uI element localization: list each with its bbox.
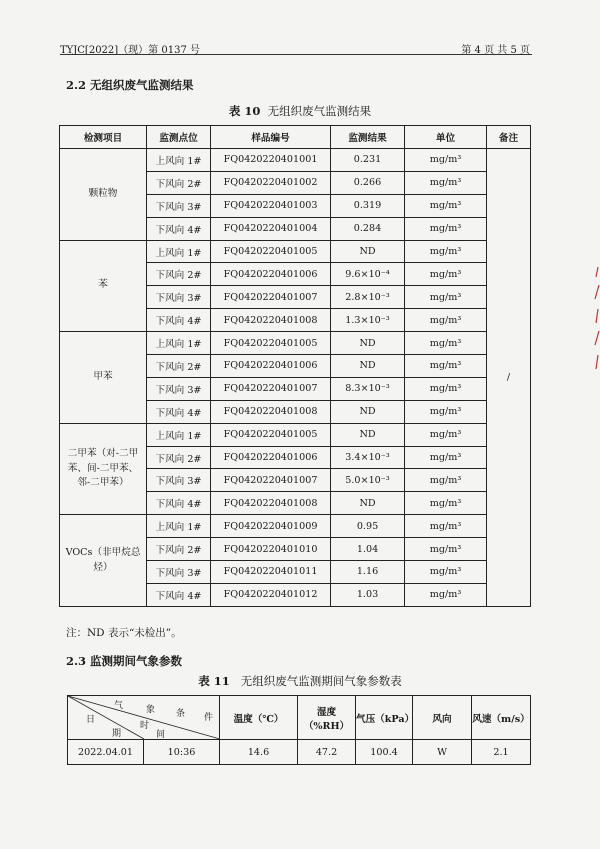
remark: / — [487, 149, 531, 607]
sample-number: FQ0420220401004 — [211, 217, 331, 240]
t10-header-point: 监测点位 — [147, 126, 211, 149]
unit: mg/m³ — [405, 469, 487, 492]
table-row — [60, 515, 531, 538]
t10-header-remark: 备注 — [487, 126, 531, 149]
unit: mg/m³ — [405, 171, 487, 194]
unit: mg/m³ — [405, 286, 487, 309]
sample-number: FQ0420220401005 — [211, 423, 331, 446]
monitoring-point: 下风向 4# — [147, 400, 211, 423]
sample-number: FQ0420220401005 — [211, 240, 331, 263]
monitoring-point: 下风向 2# — [147, 446, 211, 469]
monitoring-point: 上风向 1# — [147, 149, 211, 172]
diag-label: 象 — [146, 705, 156, 715]
diag-label: 件 — [204, 713, 214, 723]
monitoring-point: 下风向 4# — [147, 309, 211, 332]
result-value: ND — [331, 492, 405, 515]
monitoring-point: 下风向 3# — [147, 561, 211, 584]
table-row — [68, 740, 531, 765]
monitoring-point: 下风向 4# — [147, 583, 211, 606]
monitoring-point: 上风向 1# — [147, 423, 211, 446]
t11-temp: 14.6 — [220, 740, 298, 765]
sample-number: FQ0420220401011 — [211, 561, 331, 584]
sample-number: FQ0420220401006 — [211, 263, 331, 286]
unit: mg/m³ — [405, 309, 487, 332]
table10 — [59, 125, 531, 607]
result-value: 0.95 — [331, 515, 405, 538]
t11-header-temp: 温度（℃） — [220, 696, 298, 740]
result-value: ND — [331, 332, 405, 355]
sample-number: FQ0420220401007 — [211, 286, 331, 309]
monitoring-point: 下风向 4# — [147, 217, 211, 240]
section-2-3-title: 2.3 监测期间气象参数 — [66, 654, 183, 668]
monitoring-point: 下风向 2# — [147, 171, 211, 194]
table-row — [60, 240, 531, 263]
header-divider — [60, 54, 532, 55]
sample-number: FQ0420220401007 — [211, 469, 331, 492]
unit: mg/m³ — [405, 194, 487, 217]
monitoring-point: 上风向 1# — [147, 332, 211, 355]
sample-number: FQ0420220401003 — [211, 194, 331, 217]
table10-caption: 表 10 无组织废气监测结果 — [228, 104, 372, 118]
table-row — [60, 423, 531, 446]
unit: mg/m³ — [405, 332, 487, 355]
t11-wind-dir: W — [413, 740, 472, 765]
note-nd: 注：ND 表示“未检出”。 — [66, 627, 182, 639]
test-item: 苯 — [60, 240, 147, 332]
t11-humidity: 47.2 — [298, 740, 356, 765]
diag-label: 时 — [140, 721, 150, 731]
result-value: 0.284 — [331, 217, 405, 240]
section-2-2-title: 2.2 无组织废气监测结果 — [66, 78, 194, 92]
t11-date: 2022.04.01 — [68, 740, 144, 765]
t11-time: 10:36 — [144, 740, 220, 765]
sample-number: FQ0420220401008 — [211, 309, 331, 332]
result-value: ND — [331, 240, 405, 263]
result-value: ND — [331, 423, 405, 446]
monitoring-point: 下风向 2# — [147, 355, 211, 378]
result-value: 1.16 — [331, 561, 405, 584]
t10-header-sample: 样品编号 — [211, 126, 331, 149]
unit: mg/m³ — [405, 583, 487, 606]
t11-header-wind-dir: 风向 — [413, 696, 472, 740]
t11-header-humidity: 湿度（%RH） — [298, 696, 356, 740]
diag-label: 气 — [114, 701, 124, 711]
result-value: ND — [331, 400, 405, 423]
unit: mg/m³ — [405, 263, 487, 286]
diag-label: 间 — [156, 730, 166, 740]
test-item: 二甲苯（对-二甲苯、间-二甲苯、邻-二甲苯） — [60, 423, 147, 515]
test-item: 颗粒物 — [60, 149, 147, 241]
result-value: 3.4×10⁻³ — [331, 446, 405, 469]
t10-header-unit: 单位 — [405, 126, 487, 149]
sample-number: FQ0420220401010 — [211, 538, 331, 561]
sample-number: FQ0420220401007 — [211, 377, 331, 400]
monitoring-point: 下风向 4# — [147, 492, 211, 515]
sample-number: FQ0420220401009 — [211, 515, 331, 538]
t10-header-result: 监测结果 — [331, 126, 405, 149]
t11-header-wind-speed: 风速（m/s） — [472, 696, 531, 740]
diagonal-header — [68, 696, 220, 740]
page-indicator: 第 4 页 共 5 页 — [461, 45, 530, 56]
monitoring-point: 下风向 3# — [147, 194, 211, 217]
result-value: 5.0×10⁻³ — [331, 469, 405, 492]
monitoring-point: 下风向 2# — [147, 263, 211, 286]
t11-wind-speed: 2.1 — [472, 740, 531, 765]
unit: mg/m³ — [405, 515, 487, 538]
result-value: 0.319 — [331, 194, 405, 217]
unit: mg/m³ — [405, 446, 487, 469]
result-value: ND — [331, 355, 405, 378]
t11-header-pressure: 气压（kPa） — [356, 696, 413, 740]
sample-number: FQ0420220401001 — [211, 149, 331, 172]
sample-number: FQ0420220401008 — [211, 492, 331, 515]
sample-number: FQ0420220401005 — [211, 332, 331, 355]
table11-caption: 表 11 无组织废气监测期间气象参数表 — [198, 674, 402, 688]
t11-pressure: 100.4 — [356, 740, 413, 765]
seal-edge-marks — [590, 265, 600, 375]
result-value: 1.03 — [331, 583, 405, 606]
monitoring-point: 下风向 3# — [147, 377, 211, 400]
table11 — [67, 695, 531, 765]
monitoring-point: 下风向 2# — [147, 538, 211, 561]
unit: mg/m³ — [405, 355, 487, 378]
test-item: 甲苯 — [60, 332, 147, 424]
result-value: 1.04 — [331, 538, 405, 561]
diag-label: 日 — [86, 715, 96, 725]
diag-label: 期 — [112, 729, 122, 739]
report-number: TYJC[2022]（现）第 0137 号 — [60, 45, 200, 56]
test-item: VOCs（非甲烷总烃） — [60, 515, 147, 607]
sample-number: FQ0420220401002 — [211, 171, 331, 194]
sample-number: FQ0420220401006 — [211, 355, 331, 378]
result-value: 2.8×10⁻³ — [331, 286, 405, 309]
sample-number: FQ0420220401008 — [211, 400, 331, 423]
unit: mg/m³ — [405, 377, 487, 400]
monitoring-point: 上风向 1# — [147, 240, 211, 263]
sample-number: FQ0420220401012 — [211, 583, 331, 606]
unit: mg/m³ — [405, 492, 487, 515]
monitoring-point: 上风向 1# — [147, 515, 211, 538]
result-value: 9.6×10⁻⁴ — [331, 263, 405, 286]
diag-label: 条 — [176, 709, 186, 719]
unit: mg/m³ — [405, 400, 487, 423]
result-value: 8.3×10⁻³ — [331, 377, 405, 400]
result-value: 1.3×10⁻³ — [331, 309, 405, 332]
result-value: 0.231 — [331, 149, 405, 172]
unit: mg/m³ — [405, 538, 487, 561]
table-row — [60, 149, 531, 172]
unit: mg/m³ — [405, 149, 487, 172]
unit: mg/m³ — [405, 561, 487, 584]
table-row — [60, 332, 531, 355]
monitoring-point: 下风向 3# — [147, 469, 211, 492]
sample-number: FQ0420220401006 — [211, 446, 331, 469]
unit: mg/m³ — [405, 423, 487, 446]
result-value: 0.266 — [331, 171, 405, 194]
unit: mg/m³ — [405, 217, 487, 240]
t10-header-item: 检测项目 — [60, 126, 147, 149]
monitoring-point: 下风向 3# — [147, 286, 211, 309]
unit: mg/m³ — [405, 240, 487, 263]
